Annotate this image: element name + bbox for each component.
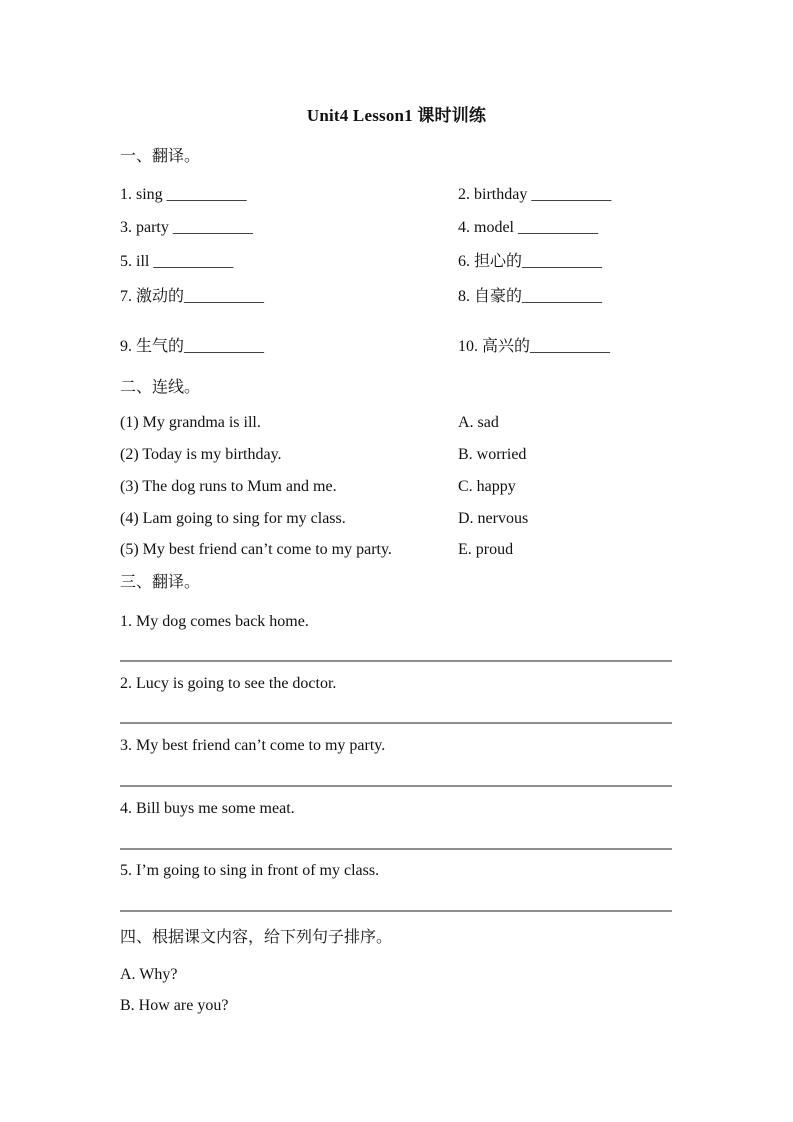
match-option-a: A. sad [458, 414, 499, 431]
answer-line-5 [120, 910, 672, 912]
exercise2-heading: 二、连线。 [120, 379, 201, 396]
vocab-item-4: 4. model __________ [458, 219, 598, 236]
page-title: Unit4 Lesson1 课时训练 [306, 106, 487, 125]
order-item-b: B. How are you? [120, 997, 229, 1014]
vocab-item-3: 3. party __________ [120, 219, 253, 236]
translate-sentence-4: 4. Bill buys me some meat. [120, 800, 295, 817]
vocab-item-2: 2. birthday __________ [458, 186, 612, 203]
vocab-item-8: 8. 自豪的__________ [458, 288, 603, 305]
match-option-b: B. worried [458, 446, 527, 463]
exercise4-heading: 四、根据课文内容，给下列句子排序。 [120, 929, 393, 946]
match-statement-4: (4) Lam going to sing for my class. [120, 510, 346, 527]
match-statement-2: (2) Today is my birthday. [120, 446, 282, 463]
match-statement-1: (1) My grandma is ill. [120, 414, 261, 431]
vocab-item-5: 5. ill __________ [120, 253, 234, 270]
vocab-item-1: 1. sing __________ [120, 186, 247, 203]
exercise3-heading: 三、翻译。 [120, 574, 201, 591]
vocab-item-7: 7. 激动的__________ [120, 288, 265, 305]
translate-sentence-2: 2. Lucy is going to see the doctor. [120, 675, 337, 692]
vocab-item-6: 6. 担心的__________ [458, 253, 603, 270]
match-statement-5: (5) My best friend can’t come to my party. [120, 541, 392, 558]
translate-sentence-5: 5. I’m going to sing in front of my class. [120, 862, 380, 879]
match-option-d: D. nervous [458, 510, 529, 527]
exercise1-heading: 一、翻译。 [120, 148, 201, 165]
answer-line-3 [120, 785, 672, 787]
vocab-item-9: 9. 生气的__________ [120, 338, 265, 355]
answer-line-4 [120, 848, 672, 850]
translate-sentence-1: 1. My dog comes back home. [120, 613, 309, 630]
translate-sentence-3: 3. My best friend can’t come to my party. [120, 737, 386, 754]
match-option-e: E. proud [458, 541, 514, 558]
match-option-c: C. happy [458, 478, 516, 495]
vocab-item-10: 10. 高兴的__________ [458, 338, 611, 355]
answer-line-1 [120, 660, 672, 662]
match-statement-3: (3) The dog runs to Mum and me. [120, 478, 337, 495]
answer-line-2 [120, 722, 672, 724]
order-item-a: A. Why? [120, 966, 178, 983]
